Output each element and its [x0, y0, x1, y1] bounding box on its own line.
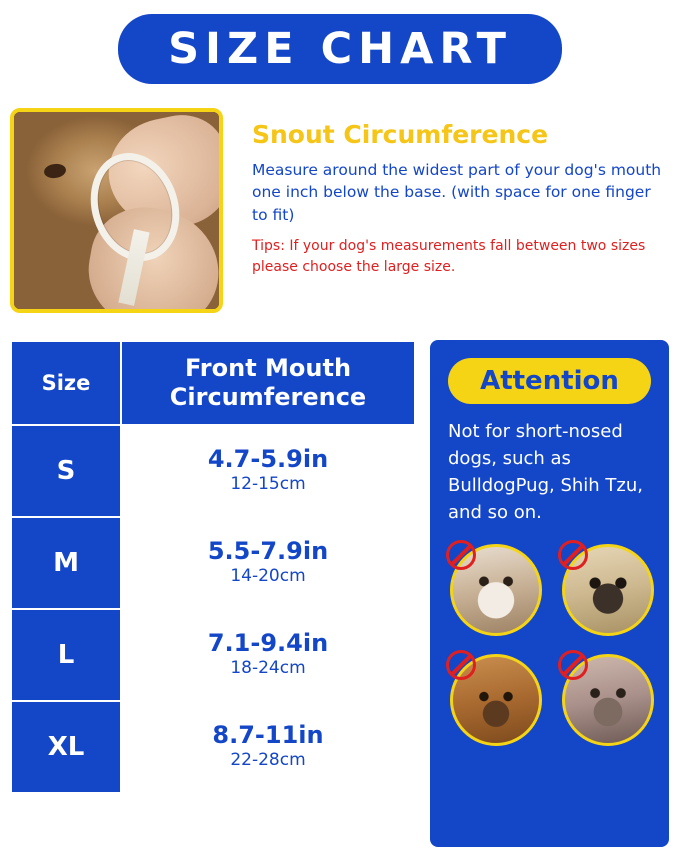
row-cm-m: 14-20cm [230, 566, 306, 587]
row-cm-s: 12-15cm [230, 474, 306, 495]
excluded-breed-bulldog [446, 540, 546, 640]
column-header-size: Size [11, 341, 121, 425]
row-inches-m: 5.5-7.9in [207, 536, 329, 565]
snout-description: Measure around the widest part of your dog's mouth one inch below the base. (with space for one finger to fit) [252, 161, 662, 224]
snout-heading: Snout Circumference [252, 120, 549, 149]
row-inches-xl: 8.7-11in [212, 720, 324, 749]
attention-panel [430, 340, 669, 847]
row-value-m [121, 517, 415, 609]
row-size-xl: XL [11, 701, 121, 793]
table-header-row [11, 341, 415, 425]
table-row [11, 517, 415, 609]
row-size-m: M [11, 517, 121, 609]
row-size-l: L [11, 609, 121, 701]
row-cm-xl: 22-28cm [230, 750, 306, 771]
row-size-s: S [11, 425, 121, 517]
size-table [10, 340, 416, 794]
dog-head-image [14, 112, 219, 309]
prohibited-icon [446, 540, 476, 570]
excluded-breed-pitbull [558, 650, 658, 750]
table-row [11, 609, 415, 701]
page-title-banner [118, 14, 562, 84]
attention-badge-label: Attention [480, 366, 619, 396]
snout-section [10, 108, 669, 313]
row-value-l [121, 609, 415, 701]
page-title: SIZE CHART [168, 23, 512, 74]
attention-badge [448, 358, 651, 404]
excluded-breeds-grid [444, 540, 655, 750]
table-row [11, 701, 415, 793]
row-inches-s: 4.7-5.9in [207, 444, 329, 473]
excluded-breed-poodle [446, 650, 546, 750]
prohibited-icon [558, 650, 588, 680]
column-header-front-mouth-circumference: Front Mouth Circumference [121, 341, 415, 425]
dog-eye [43, 163, 67, 180]
excluded-breed-pug [558, 540, 658, 640]
snout-text-block [238, 108, 669, 277]
prohibited-icon [558, 540, 588, 570]
prohibited-icon [446, 650, 476, 680]
attention-text: Not for short-nosed dogs, such as BulldogPug, Shih Tzu, and so on. [448, 421, 643, 523]
row-inches-l: 7.1-9.4in [207, 628, 329, 657]
row-value-s [121, 425, 415, 517]
row-value-xl [121, 701, 415, 793]
snout-tip: Tips: If your dog's measurements fall between two sizes please choose the large size. [252, 238, 646, 275]
table-row [11, 425, 415, 517]
snout-measuring-photo [10, 108, 223, 313]
row-cm-l: 18-24cm [230, 658, 306, 679]
